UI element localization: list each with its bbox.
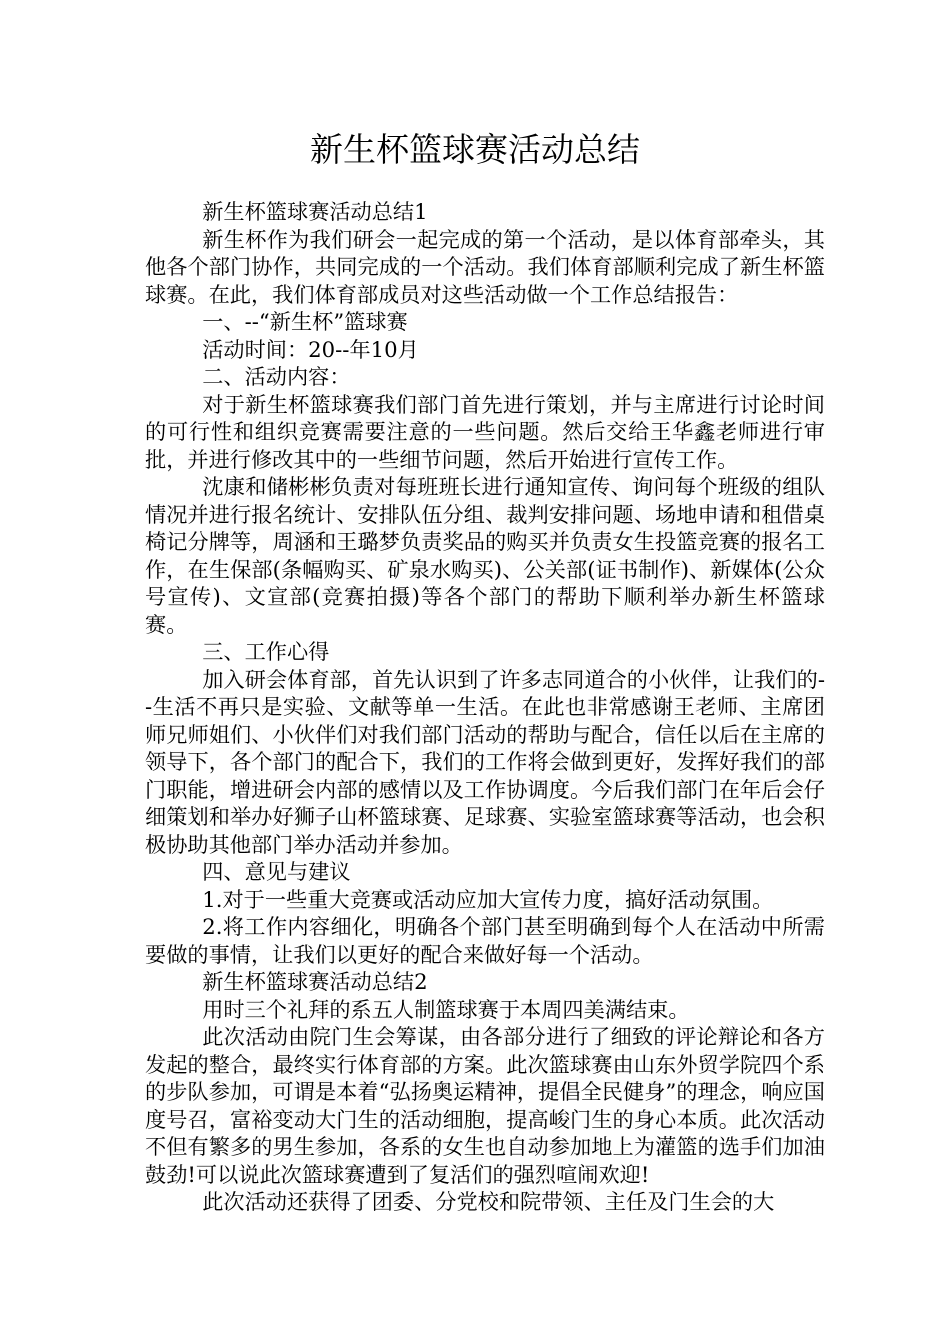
section-heading-1: 新生杯篮球赛活动总结1 bbox=[202, 199, 428, 224]
intro-paragraph: 新生杯作为我们研会一起完成的第一个活动，是以体育部牵头，其他各个部门协作，共同完成的一个活动。我们体育部顺利完成了新生杯篮球赛。在此，我们体育部成员对这些活动做一个工作总结报告： bbox=[145, 226, 825, 307]
subheading-content: 二、活动内容： bbox=[202, 364, 351, 389]
subheading-experience: 三、工作心得 bbox=[202, 639, 330, 664]
summary-2-paragraph-3: 此次活动还获得了团委、分党校和院带领、主任及门生会的大 bbox=[202, 1189, 775, 1214]
event-time: 活动时间：20--年10月 bbox=[202, 336, 419, 362]
subheading-event: 一、--“新生杯”篮球赛 bbox=[202, 309, 408, 334]
content-paragraph-1: 对于新生杯篮球赛我们部门首先进行策划，并与主席进行讨论时间的可行性和组织竞赛需要注意的一些问题。然后交给王华鑫老师进行审批，并进行修改其中的一些细节问题，然后开始进行宣传工作。 bbox=[145, 391, 825, 472]
suggestion-2: 2.将工作内容细化，明确各个部门甚至明确到每个人在活动中所需要做的事情，让我们以更好的配合来做好每一个活动。 bbox=[145, 914, 825, 967]
subheading-suggestions: 四、意见与建议 bbox=[202, 859, 351, 884]
document-body bbox=[145, 198, 825, 1216]
summary-2-paragraph-2: 此次活动由院门生会筹谋，由各部分进行了细致的评论辩论和各方发起的整合，最终实行体育部的方案。此次篮球赛由山东外贸学院四个系的步队参加，可谓是本着“弘扬奥运精神，提倡全民健身”的理念，响应国度号召，富裕变动大门生的活动细胞，提高峻门生的身心本质。此次活动不但有繁多的男生参加，各系的女生也自动参加地上为灌篮的选手们加油鼓劲!可以说此次篮球赛遭到了复活们的强烈喧闹欢迎! bbox=[145, 1024, 825, 1187]
summary-2-paragraph-1: 用时三个礼拜的系五人制篮球赛于本周四美满结束。 bbox=[202, 996, 690, 1022]
suggestion-1: 1.对于一些重大竞赛或活动应加大宣传力度，搞好活动氛围。 bbox=[202, 886, 774, 912]
section-heading-2: 新生杯篮球赛活动总结2 bbox=[202, 969, 428, 994]
experience-paragraph: 加入研会体育部，首先认识到了许多志同道合的小伙伴，让我们的--生活不再只是实验、文献等单一生活。在此也非常感谢王老师、主席团师兄师姐们、小伙伴们对我们部门活动的帮助与配合，信任以后在主席的领导下，各个部门的配合下，我们的工作将会做到更好，发挥好我们的部门职能，增进研会内部的感情以及工作协调度。今后我们部门在年后会仔细策划和举办好狮子山杯篮球赛、足球赛、实验室篮球赛等活动，也会积极协助其他部门举办活动并参加。 bbox=[145, 666, 825, 857]
document-title: 新生杯篮球赛活动总结 bbox=[310, 130, 640, 169]
content-paragraph-2: 沈康和储彬彬负责对每班班长进行通知宣传、询问每个班级的组队情况并进行报名统计、安排队伍分组、裁判安排问题、场地申请和租借桌椅记分牌等，周涵和王璐梦负责奖品的购买并负责女生投篮竞赛的报名工作，在生保部(条幅购买、矿泉水购买)、公关部(证书制作)、新媒体(公众号宣传)、文宣部(竞赛拍摄)等各个部门的帮助下顺利举办新生杯篮球赛。 bbox=[145, 474, 825, 637]
